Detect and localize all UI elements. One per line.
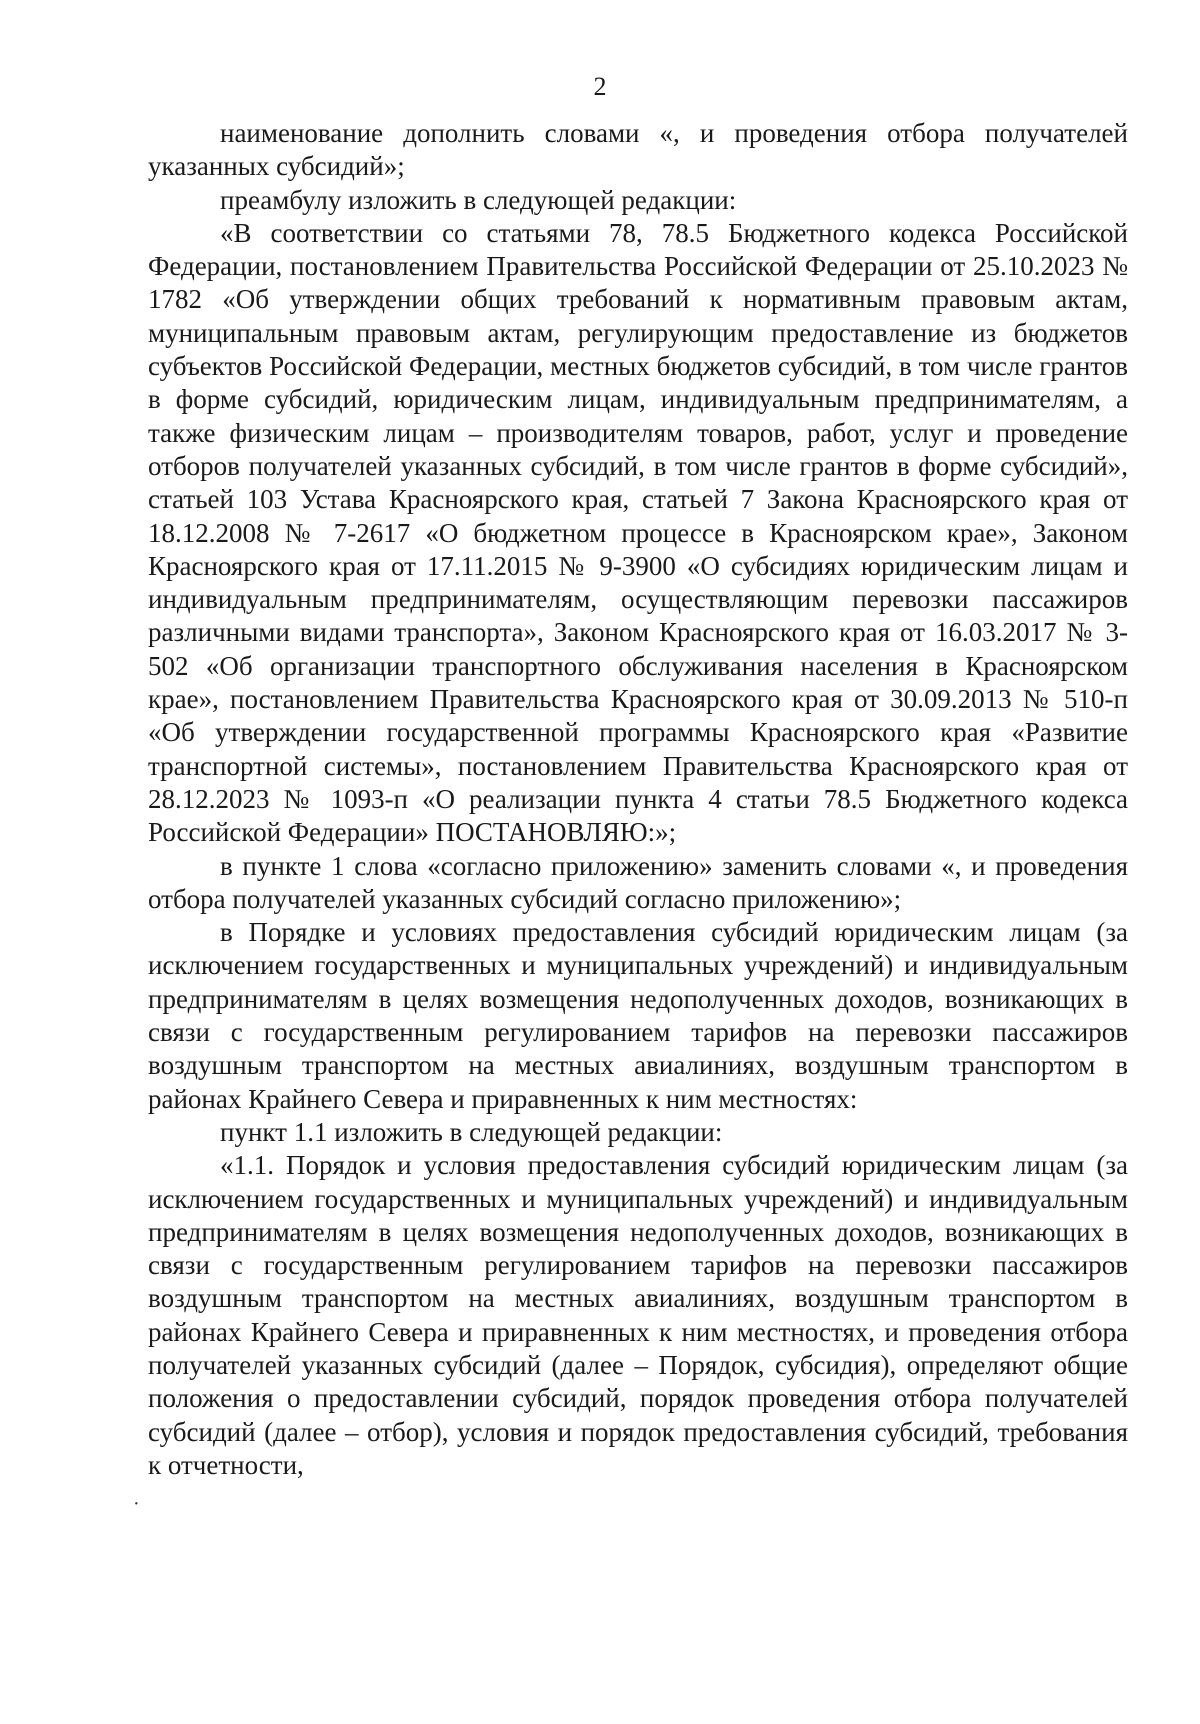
page-number: 2	[593, 72, 607, 101]
paragraph-preamble-intro: преамбулу изложить в следующей редакции:	[220, 184, 737, 215]
paragraph-point-1-1-text: «1.1. Порядок и условия предоставления субсидий юридическим лицам (за исключением государственных и муниципальных учреждений) и индивидуальным предпринимателям в целях возмещения недополученных доходов, возникающих в связи с государственным регулированием тарифов на перевозки пассажиров воздушным транспортом на местных авиалиниях, воздушным транспортом в районах Крайнего Севера и приравненных к ним местностях, и проведения отбора получателей указанных субсидий (далее – Порядок, субсидия), определяют общие положения о предоставлении субсидий, порядок проведения отбора получателей субсидий (далее – отбор), условия и порядок предоставления субсидий, требования к отчетности,	[148, 1150, 1128, 1480]
scan-dot-mark: ·	[133, 1493, 140, 1515]
paragraph-procedure-intro: в Порядке и условиях предоставления субсидий юридическим лицам (за исключением государственных и муниципальных учреждений) и индивидуальным предпринимателям в целях возмещения недополученных доходов, возникающих в связи с государственным регулированием тарифов на перевозки пассажиров воздушным транспортом на местных авиалиниях, воздушным транспортом в районах Крайнего Севера и приравненных к ним местностях:	[148, 917, 1128, 1114]
paragraph-preamble-text: «В соответствии со статьями 78, 78.5 Бюджетного кодекса Российской Федерации, постановлением Правительства Российской Федерации от 25.10.2023 № 1782 «Об утверждении общих требований к нормативным правовым актам, муниципальным правовым актам, регулирующим предоставление из бюджетов субъектов Российской Федерации, местных бюджетов субсидий, в том числе грантов в форме субсидий, юридическим лицам, индивидуальным предпринимателям, а также физическим лицам – производителям товаров, работ, услуг и проведение отборов получателей указанных субсидий, в том числе грантов в форме субсидий», статьей 103 Устава Красноярского края, статьей 7 Закона Красноярского края от 18.12.2008 № 7-2617 «О бюджетном процессе в Красноярском крае», Законом Красноярского края от 17.11.2015 № 9-3900 «О субсидиях юридическим лицам и индивидуальным предпринимателям, осуществляющим перевозки пассажиров различными видами транспорта», Законом Красноярского края от 16.03.2017 № 3-502 «Об организации транспортного обслуживания населения в Красноярском крае», постановлением Правительства Красноярского края от 30.09.2013 № 510-п «Об утверждении государственной программы Красноярского края «Развитие транспортной системы», постановлением Правительства Красноярского края от 28.12.2023 № 1093-п «О реализации пункта 4 статьи 78.5 Бюджетного кодекса Российской Федерации» ПОСТАНОВЛЯЮ:»;	[148, 217, 1128, 848]
document-body	[148, 117, 1128, 1482]
paragraph-title-amendment: наименование дополнить словами «, и проведения отбора получателей указанных субсидий»;	[148, 118, 1128, 182]
paragraph-point-1-amendment: в пункте 1 слова «согласно приложению» заменить словами «, и проведения отбора получателей указанных субсидий согласно приложению»;	[148, 850, 1128, 914]
paragraph-point-1-1-intro: пункт 1.1 изложить в следующей редакции:	[220, 1116, 723, 1147]
